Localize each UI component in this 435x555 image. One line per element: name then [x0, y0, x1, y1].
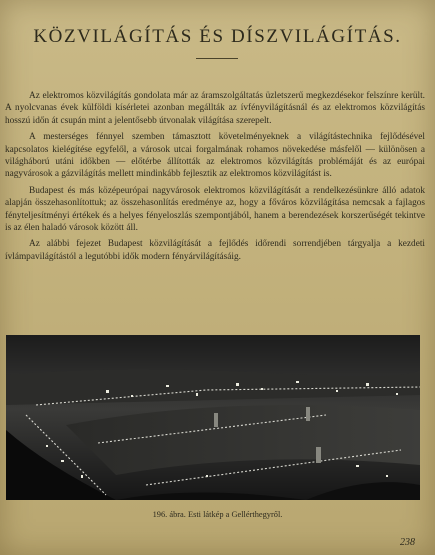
- paragraph-1: Az elektromos közvilágítás gondolata már az áramszolgáltatás üzletszerű megkezdésekor felszínre került. A nyolcvanas évek külföldi kísérletei azonban megállták az ívfényvilágításnál és az elektromos közvilágítás hosszú időn át csupán mint a jelentősebb útvonalak világítása szerepelt.: [5, 91, 425, 126]
- page-title: KÖZVILÁGÍTÁS ÉS DÍSZVILÁGÍTÁS.: [33, 26, 402, 47]
- night-cityscape-illustration: [6, 335, 420, 500]
- paragraph-3: Budapest és más középeurópai nagyvárosok elektromos közvilágítását a rendelkezésünkre álló adatok alapján összehasonlítottuk; az összehasonlítás eredménye az, hogy a főváros közvilágítása nemcsak a fajlagos fényteljesítményi értékek és a helyes fényeloszlás szempontjából, hanem a berendezések korszerűségét tekintve is az élen haladó városok között áll.: [5, 185, 425, 234]
- page-number: 238: [400, 537, 415, 548]
- figure-caption: 196. ábra. Esti látkép a Gellérthegyről.: [152, 510, 283, 519]
- body-text: [5, 90, 425, 267]
- night-view-photo: [6, 335, 420, 500]
- title-divider: [196, 58, 238, 59]
- paragraph-4: Az alábbi fejezet Budapest közvilágítását a fejlődés időrendi sorrendjében tárgyalja a kezdeti ívlámpavilágítástól a legutóbbi idők modern fényárvilágításáig.: [5, 239, 425, 262]
- paragraph-2: A mesterséges fénnyel szemben támasztott követelményeknek a világítástechnika fejlődésével kapcsolatos kielégítése egyfelől, a városok utcai forgalmának rohamos növekedése másfelől — különösen a világháború utáni időkben — előtérbe állították az elektromos közvilágítás problémáját és az európai nagyvárosok a gázvilágítás mellett mindinkább fejlesztik az elektromos közvilágítást is.: [5, 132, 425, 180]
